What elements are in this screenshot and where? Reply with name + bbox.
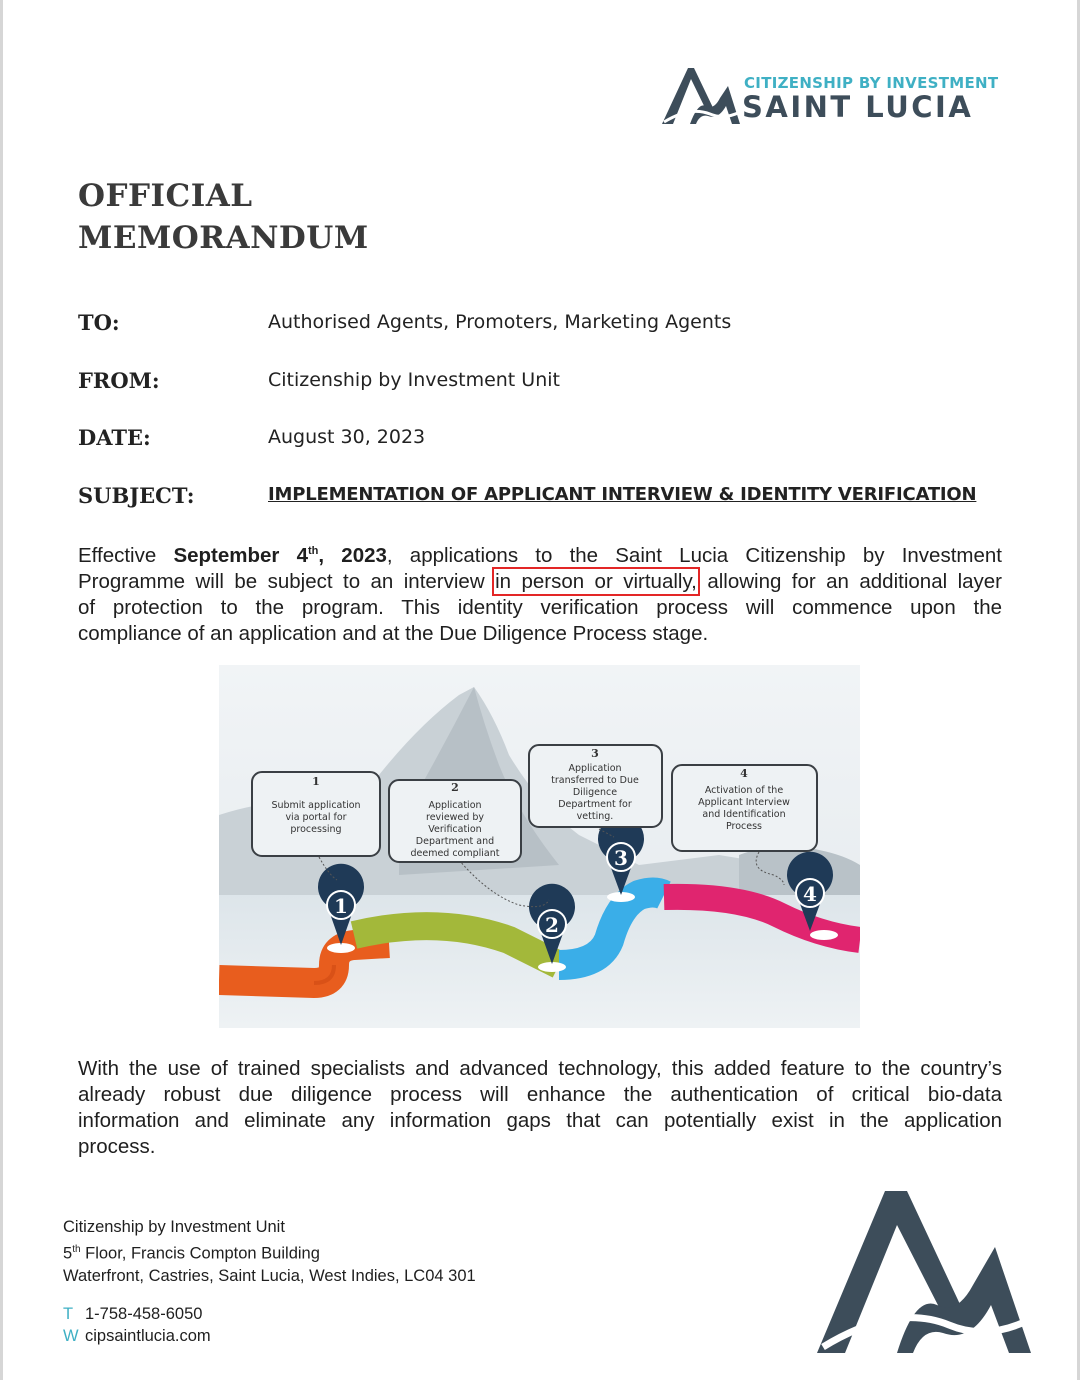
svg-text:via portal for: via portal for — [285, 812, 347, 823]
phone-number: 1-758-458-6050 — [85, 1305, 203, 1323]
footer-web — [63, 1325, 211, 1347]
svg-text:reviewed by: reviewed by — [426, 812, 484, 823]
memo-title — [78, 175, 369, 259]
svg-text:transferred to Due: transferred to Due — [551, 775, 639, 786]
large-mountain-logo-icon — [815, 1185, 1035, 1355]
date-label: DATE: — [78, 425, 151, 450]
page-edge-left — [0, 0, 3, 1380]
website-link[interactable]: cipsaintlucia.com — [85, 1327, 211, 1345]
svg-text:and Identification: and Identification — [702, 809, 786, 820]
svg-text:Process: Process — [725, 821, 763, 832]
date-value: August 30, 2023 — [268, 426, 426, 448]
footer-unit: Citizenship by Investment Unit — [63, 1218, 285, 1236]
svg-text:vetting.: vetting. — [576, 811, 614, 822]
svg-text:4: 4 — [803, 882, 817, 906]
svg-text:Application: Application — [568, 763, 622, 774]
logo-top-text: CITIZENSHIP BY INVESTMENT — [744, 74, 999, 92]
memo-title-line2: MEMORANDUM — [78, 220, 369, 256]
mountain-logo-icon — [660, 62, 742, 126]
subject-label: SUBJECT: — [78, 483, 195, 508]
effective-date: September 4th, 2023 — [173, 543, 387, 567]
footer-phone — [63, 1303, 211, 1325]
svg-text:1: 1 — [334, 894, 348, 918]
svg-text:processing: processing — [290, 824, 342, 835]
step-box-3 — [529, 745, 662, 827]
to-label: TO: — [78, 310, 120, 335]
closing-line-2: already robust due diligence process will enhance the authentication of critical bio-data — [78, 1083, 1002, 1106]
closing-line-3: information and eliminate any information gaps that can potentially exist in the application — [78, 1109, 1002, 1132]
logo-bottom-text: SAINT LUCIA — [742, 90, 974, 124]
footer-city: Waterfront, Castries, Saint Lucia, West Indies, LC04 301 — [63, 1266, 476, 1285]
svg-text:deemed compliant: deemed compliant — [410, 848, 500, 859]
svg-text:Diligence: Diligence — [572, 787, 618, 798]
svg-text:3: 3 — [591, 747, 599, 760]
svg-text:Applicant Interview: Applicant Interview — [698, 797, 790, 808]
web-tag: W — [63, 1327, 79, 1345]
svg-text:2: 2 — [545, 913, 559, 937]
svg-text:Department for: Department for — [558, 799, 632, 810]
effective-text: Effective — [78, 543, 174, 567]
svg-text:2: 2 — [451, 781, 459, 794]
intro-line-3: of protection to the program. This identity verification process will commence upon the — [78, 595, 1002, 619]
svg-text:4: 4 — [740, 767, 748, 780]
subject-value: IMPLEMENTATION OF APPLICANT INTERVIEW & IDENTITY VERIFICATION — [268, 484, 977, 505]
intro-line-1-rest: , applications to the Saint Lucia Citizenship by Investment — [386, 543, 1002, 567]
closing-paragraph — [78, 1056, 1002, 1160]
step-box-1 — [252, 772, 380, 856]
intro-paragraph — [78, 538, 1002, 647]
svg-text:Submit application: Submit application — [271, 800, 361, 811]
svg-text:Department and: Department and — [415, 836, 495, 847]
svg-text:3: 3 — [614, 846, 628, 870]
memo-title-line1: OFFICIAL — [78, 178, 253, 214]
footer-contact — [63, 1303, 211, 1347]
intro-line-2: Programme will be subject to an interview in person or virtually, allowing for an additional layer — [78, 569, 1002, 593]
svg-text:1: 1 — [312, 775, 320, 788]
from-label: FROM: — [78, 368, 160, 393]
process-roadmap-illustration — [219, 665, 860, 1028]
svg-text:Verification: Verification — [428, 824, 482, 835]
closing-line-1: With the use of trained specialists and advanced technology, this added feature to the country’s — [78, 1057, 1002, 1080]
footer-address — [63, 1216, 476, 1287]
cbi-saint-lucia-logo — [660, 60, 1000, 132]
intro-line-4: compliance of an application and at the Due Diligence Process stage. — [78, 621, 709, 645]
svg-text:Activation of the: Activation of the — [704, 785, 784, 796]
from-value: Citizenship by Investment Unit — [268, 369, 560, 391]
phone-tag: T — [63, 1305, 74, 1323]
step-box-4 — [672, 765, 817, 851]
svg-text:Application: Application — [428, 800, 482, 811]
process-graphic — [219, 665, 860, 1028]
footer-building: 5th Floor, Francis Compton Building — [63, 1243, 320, 1262]
closing-line-4: process. — [78, 1135, 156, 1158]
step-box-2 — [389, 780, 521, 862]
to-value: Authorised Agents, Promoters, Marketing Agents — [268, 311, 732, 333]
highlighted-phrase: in person or virtually, — [495, 569, 697, 593]
intro-line-1 — [78, 538, 1002, 569]
